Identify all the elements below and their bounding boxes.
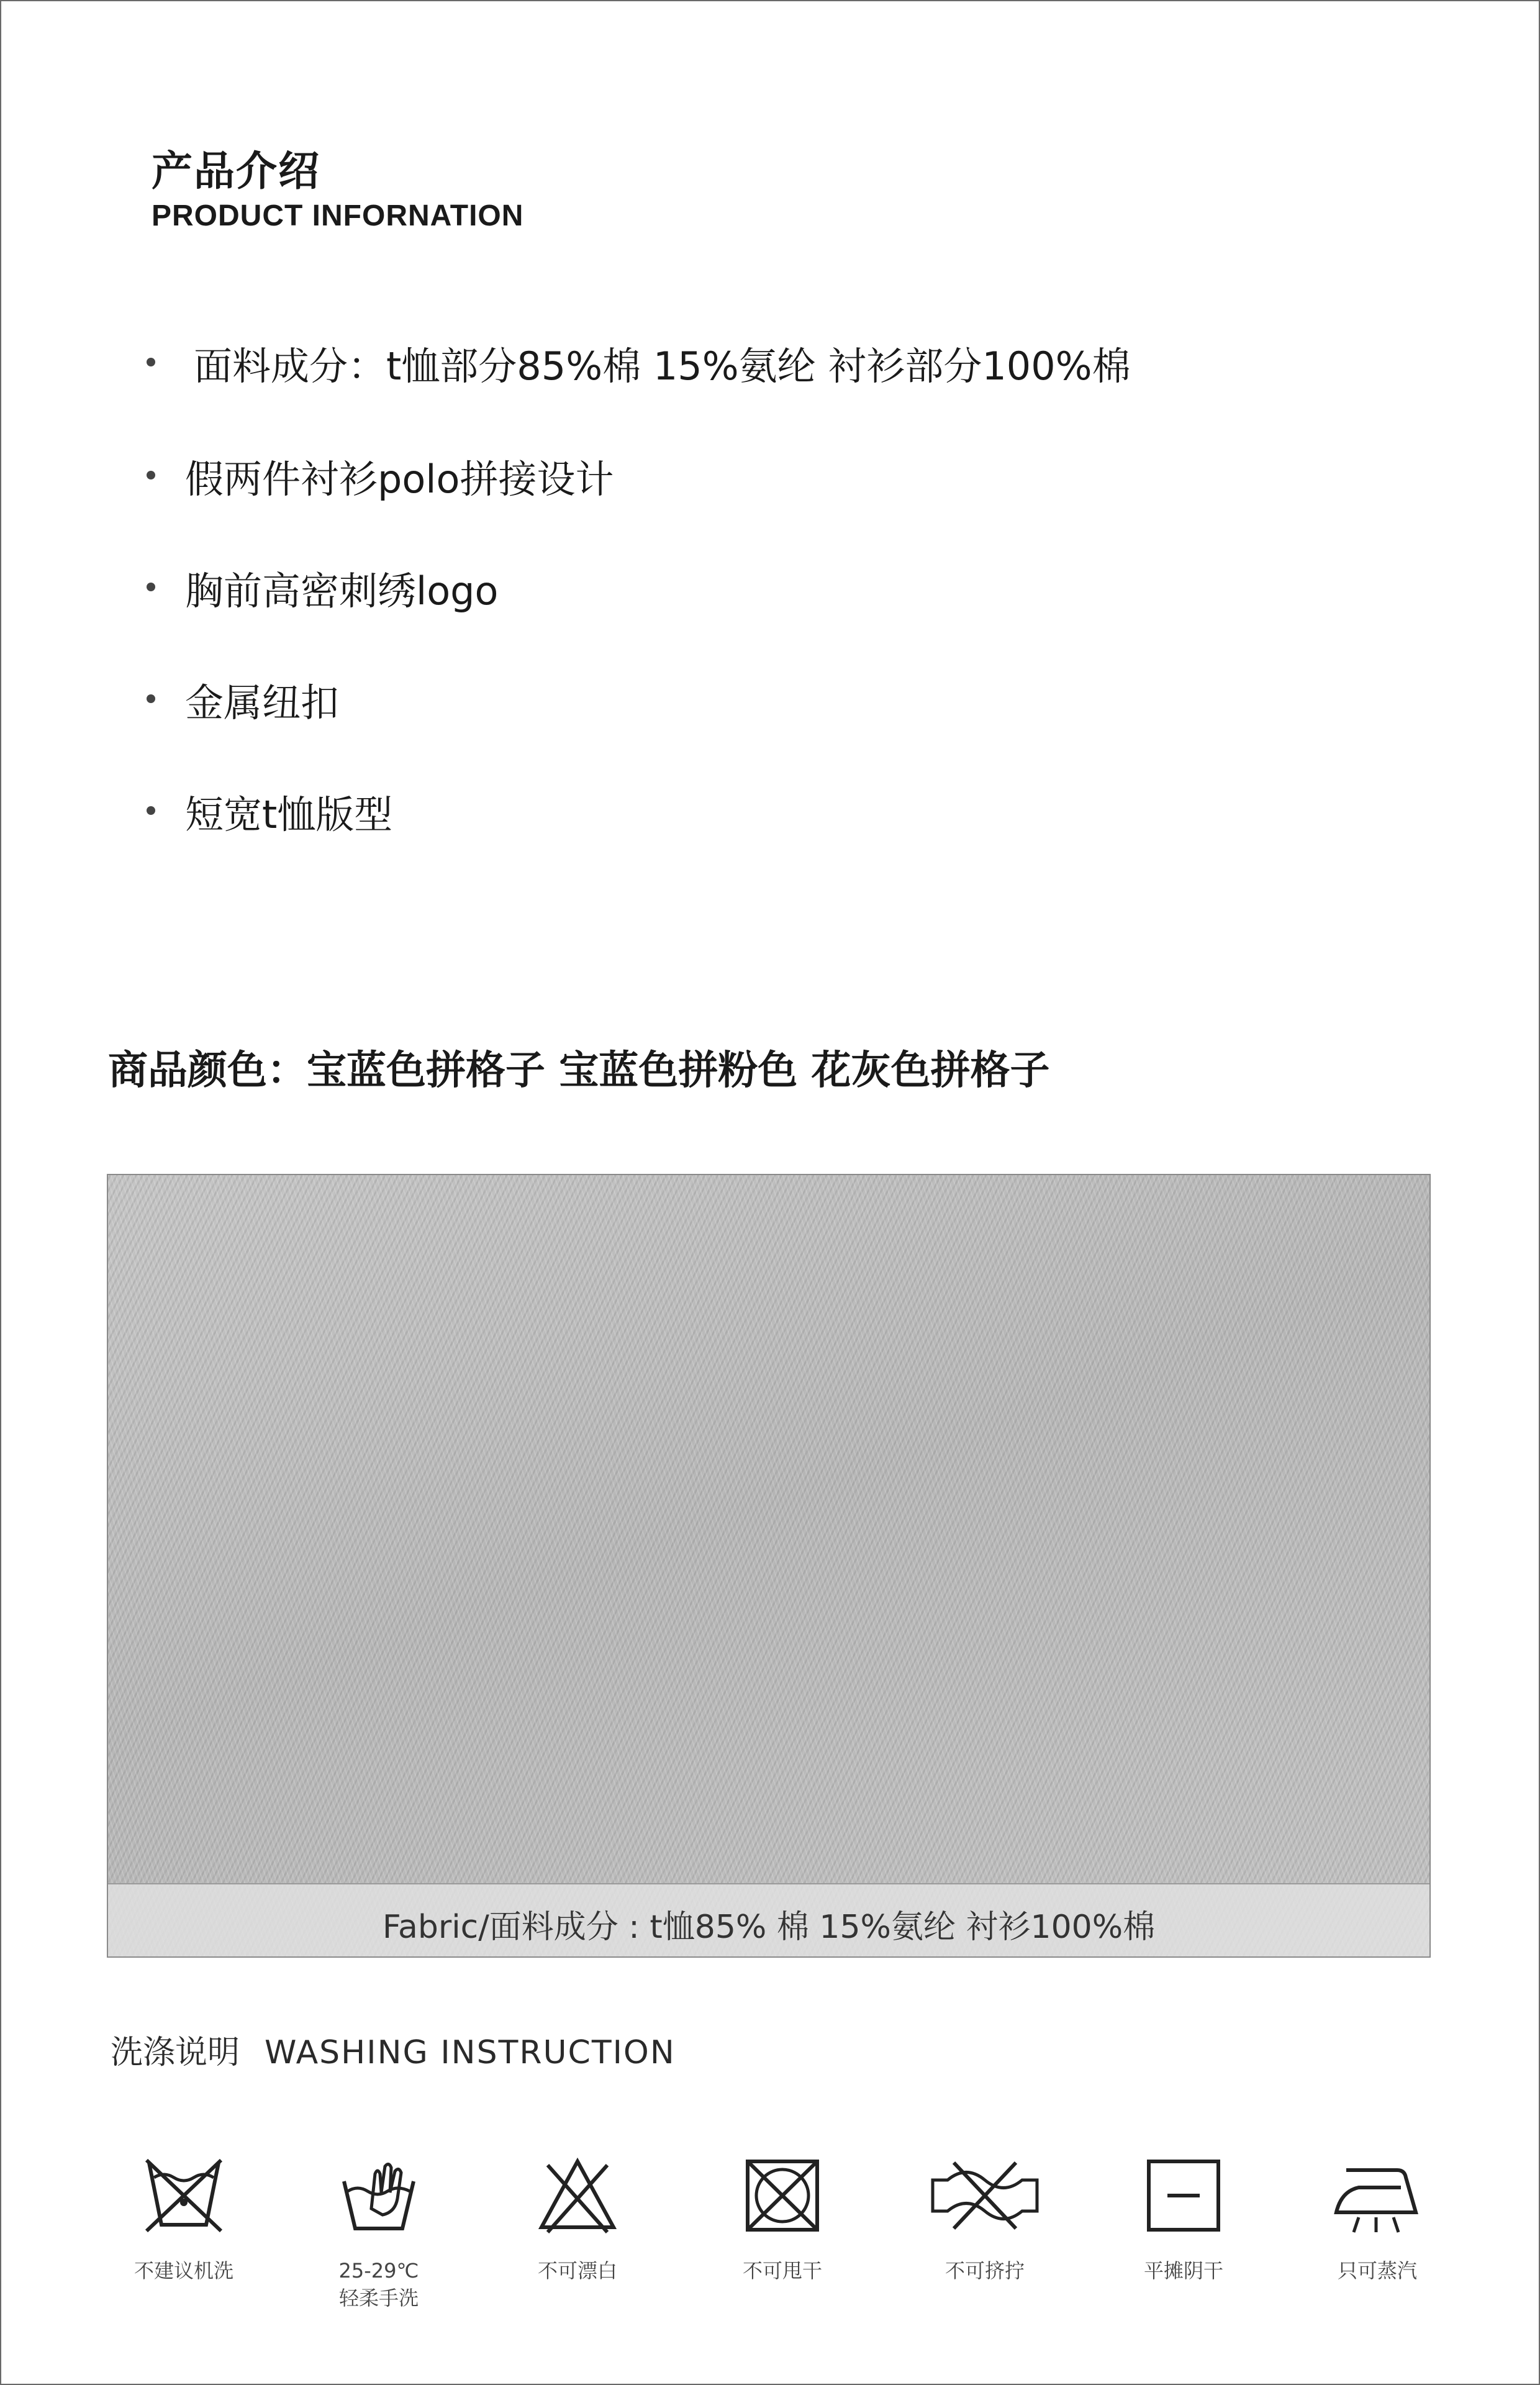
care-label: 不可甩干 [742,2259,822,2283]
care-label: 不可挤拧 [944,2259,1025,2283]
fabric-caption-bar [108,1883,1429,1956]
care-label: 平摊阴干 [1143,2259,1223,2283]
bullet-dot-icon [147,694,155,703]
care-item [708,2155,857,2284]
care-item [910,2155,1059,2284]
care-item [304,2155,453,2312]
feature-text: 假两件衬衫polo拼接设计 [185,457,614,502]
feature-item [147,335,1388,398]
washing-instruction-title [111,2026,676,2073]
feature-text: 金属纽扣 [185,680,340,725]
dry-flat-shade-icon [1140,2155,1227,2236]
bullet-dot-icon [147,583,155,591]
bullet-dot-icon [147,806,155,815]
care-temp-label: 25-29℃ [338,2259,419,2283]
page-subtitle: PRODUCT INFORNATION [152,199,524,232]
hand-wash-icon [335,2155,422,2236]
bullet-dot-icon [147,471,155,479]
feature-text: 短宽t恤版型 [185,792,393,837]
steam-iron-icon [1328,2155,1427,2236]
care-item [1303,2155,1452,2284]
care-label: 不可漂白 [537,2259,617,2283]
care-label: 只可蒸汽 [1337,2259,1417,2283]
no-machine-wash-icon [140,2155,227,2236]
product-colors: 商品颜色：宝蓝色拼格子 宝蓝色拼粉色 花灰色拼格子 [108,1048,1050,1094]
no-tumble-dry-icon [739,2155,826,2236]
washing-title-cn: 洗涤说明 [111,2034,240,2071]
feature-item [147,448,1388,511]
feature-text: 面料成分：t恤部分85%棉 15%氨纶 衬衫部分100%棉 [194,343,1131,389]
no-wring-icon [929,2155,1041,2236]
feature-text: 胸前高密刺绣logo [185,568,499,614]
care-item [1109,2155,1258,2284]
care-label: 不建议机洗 [134,2259,233,2283]
no-bleach-icon [534,2155,621,2236]
feature-item [147,784,1388,846]
care-sub-label: 轻柔手洗 [338,2286,419,2310]
feature-item [147,560,1388,622]
page-title: 产品介绍 [152,147,320,195]
feature-item [147,672,1388,734]
washing-title-en: WASHING INSTRUCTION [265,2034,676,2071]
bullet-dot-icon [147,358,155,366]
care-item [109,2155,258,2284]
fabric-caption: Fabric/面料成分 : t恤85% 棉 15%氨纶 衬衫100%棉 [382,1909,1156,1946]
care-item [503,2155,652,2284]
care-label [304,2257,453,2312]
fabric-swatch-image [107,1174,1431,1958]
